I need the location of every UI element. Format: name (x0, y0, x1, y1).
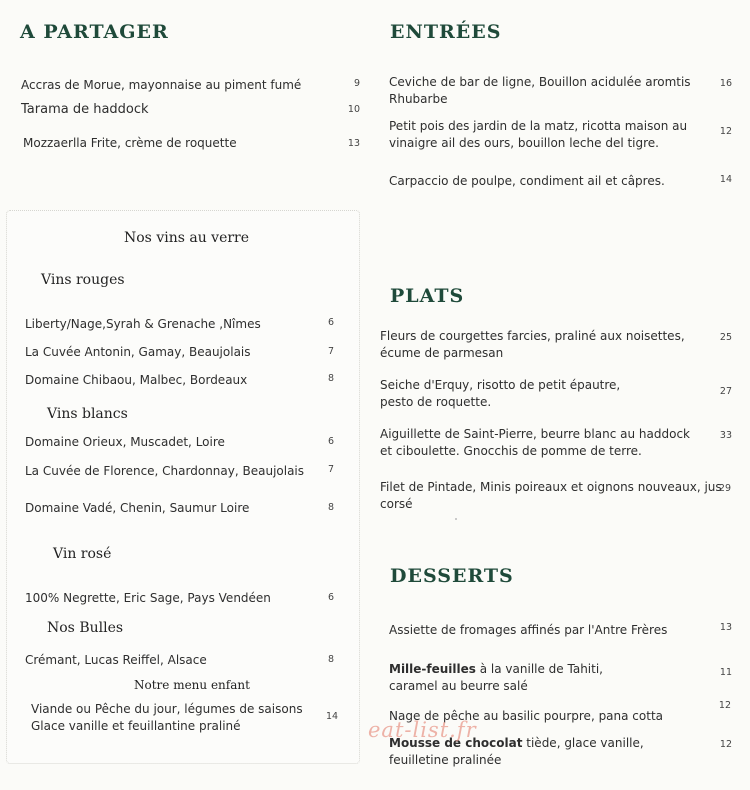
item-price: 10 (347, 104, 360, 115)
wine-category-title: Vins rouges (41, 272, 125, 288)
wine-item: Crémant, Lucas Reiffel, Alsace (25, 653, 207, 667)
menu-item (380, 328, 685, 362)
item-price: 25 (719, 332, 732, 343)
item-line: corsé (380, 497, 413, 511)
item-price: 16 (719, 78, 732, 89)
item-line: Aiguillette de Saint-Pierre, beurre blanc au haddock (380, 427, 690, 441)
item-name-bold: Mousse de chocolat (389, 736, 523, 750)
wine-item: Domaine Orieux, Muscadet, Loire (25, 435, 225, 449)
item-line (389, 661, 603, 678)
wine-category-title: Vins blancs (47, 406, 128, 422)
section-title-plats: PLATS (390, 285, 465, 307)
item-price: 13 (347, 138, 360, 149)
menu-item: Accras de Morue, mayonnaise au piment fumé (21, 78, 302, 92)
section-title-partager: A PARTAGER (20, 21, 169, 43)
item-line: Glace vanille et feuillantine praliné (31, 719, 241, 733)
kids-menu-item (31, 701, 303, 735)
item-line: Filet de Pintade, Minis poireaux et oignons nouveaux, jus (380, 480, 722, 494)
item-price: 33 (719, 430, 732, 441)
wine-price: 7 (328, 464, 335, 475)
item-line: Seiche d'Erquy, risotto de petit épautre, (380, 378, 621, 392)
item-name-rest: à la vanille de Tahiti, (475, 662, 603, 676)
section-title-entrees: ENTRÉES (390, 21, 502, 43)
menu-item: Carpaccio de poulpe, condiment ail et câpres. (389, 174, 665, 188)
item-line: caramel au beurre salé (389, 679, 528, 693)
watermark-logo: eat-list.fr (368, 718, 477, 742)
wine-item: La Cuvée de Florence, Chardonnay, Beaujolais (25, 464, 305, 478)
item-name-rest: de haddock (68, 102, 149, 117)
menu-item (389, 118, 687, 152)
item-line: et ciboulette. Gnocchis de pomme de terre. (380, 444, 642, 458)
wine-price: 8 (328, 373, 335, 384)
wine-item: Domaine Chibaou, Malbec, Bordeaux (25, 373, 248, 387)
menu-item (380, 426, 690, 460)
kids-menu-price: 14 (326, 711, 339, 722)
wine-price: 8 (328, 654, 335, 665)
wine-price: 6 (328, 317, 335, 328)
item-price: 13 (719, 622, 732, 633)
menu-item: Assiette de fromages affinés par l'Antre Frères (389, 623, 668, 637)
menu-item: Mozzaerlla Frite, crème de roquette (23, 136, 237, 150)
wine-price: 7 (328, 346, 335, 357)
item-line: Petit pois des jardin de la matz, ricotta maison au (389, 119, 688, 133)
wine-price: 6 (328, 592, 335, 603)
wine-item: La Cuvée Antonin, Gamay, Beaujolais (25, 345, 251, 359)
wine-item: 100% Negrette, Eric Sage, Pays Vendéen (25, 591, 271, 605)
wine-category-title: Nos Bulles (47, 620, 124, 636)
item-line: pesto de roquette. (380, 395, 492, 409)
wine-item: Liberty/Nage,Syrah & Grenache ,Nîmes (25, 317, 261, 331)
kids-menu-title: Notre menu enfant (134, 678, 250, 692)
menu-item (389, 74, 699, 108)
item-line: Viande ou Pêche du jour, légumes de saisons (31, 702, 303, 716)
item-price: 12 (719, 739, 732, 750)
item-price: 11 (719, 667, 732, 678)
menu-item (380, 479, 722, 513)
item-name-bold: Mille-feuilles (389, 662, 476, 676)
item-price: 27 (719, 386, 732, 397)
item-price: 12 (719, 126, 732, 137)
item-line: écume de parmesan (380, 346, 504, 360)
menu-item (389, 661, 603, 695)
decor-dot (455, 518, 457, 520)
item-line: Rhubarbe (389, 92, 448, 106)
item-line: feuilletine pralinée (389, 753, 502, 767)
menu-item (21, 101, 149, 118)
section-title-desserts: DESSERTS (390, 565, 514, 587)
wine-category-title: Vin rosé (53, 546, 112, 562)
wine-list-title: Nos vins au verre (124, 230, 250, 246)
wine-price: 8 (328, 502, 335, 513)
item-line: vinaigre ail des ours, bouillon leche del tigre. (389, 136, 659, 150)
item-price: 9 (353, 78, 360, 89)
item-price: 29 (718, 483, 731, 494)
wine-price: 6 (328, 436, 335, 447)
item-price: 12 (718, 700, 731, 711)
item-name-bold: Tarama (21, 102, 69, 117)
item-line: Fleurs de courgettes farcies, praliné aux noisettes, (380, 329, 685, 343)
item-price: 14 (719, 174, 732, 185)
item-line: Ceviche de bar de ligne, Bouillon acidulée aromtis (389, 75, 691, 89)
wine-item: Domaine Vadé, Chenin, Saumur Loire (25, 501, 250, 515)
menu-item (380, 377, 620, 411)
menu-item: Nage de pêche au basilic pourpre, pana cotta (389, 709, 664, 723)
item-name-rest: tiède, glace vanille, (522, 736, 644, 750)
